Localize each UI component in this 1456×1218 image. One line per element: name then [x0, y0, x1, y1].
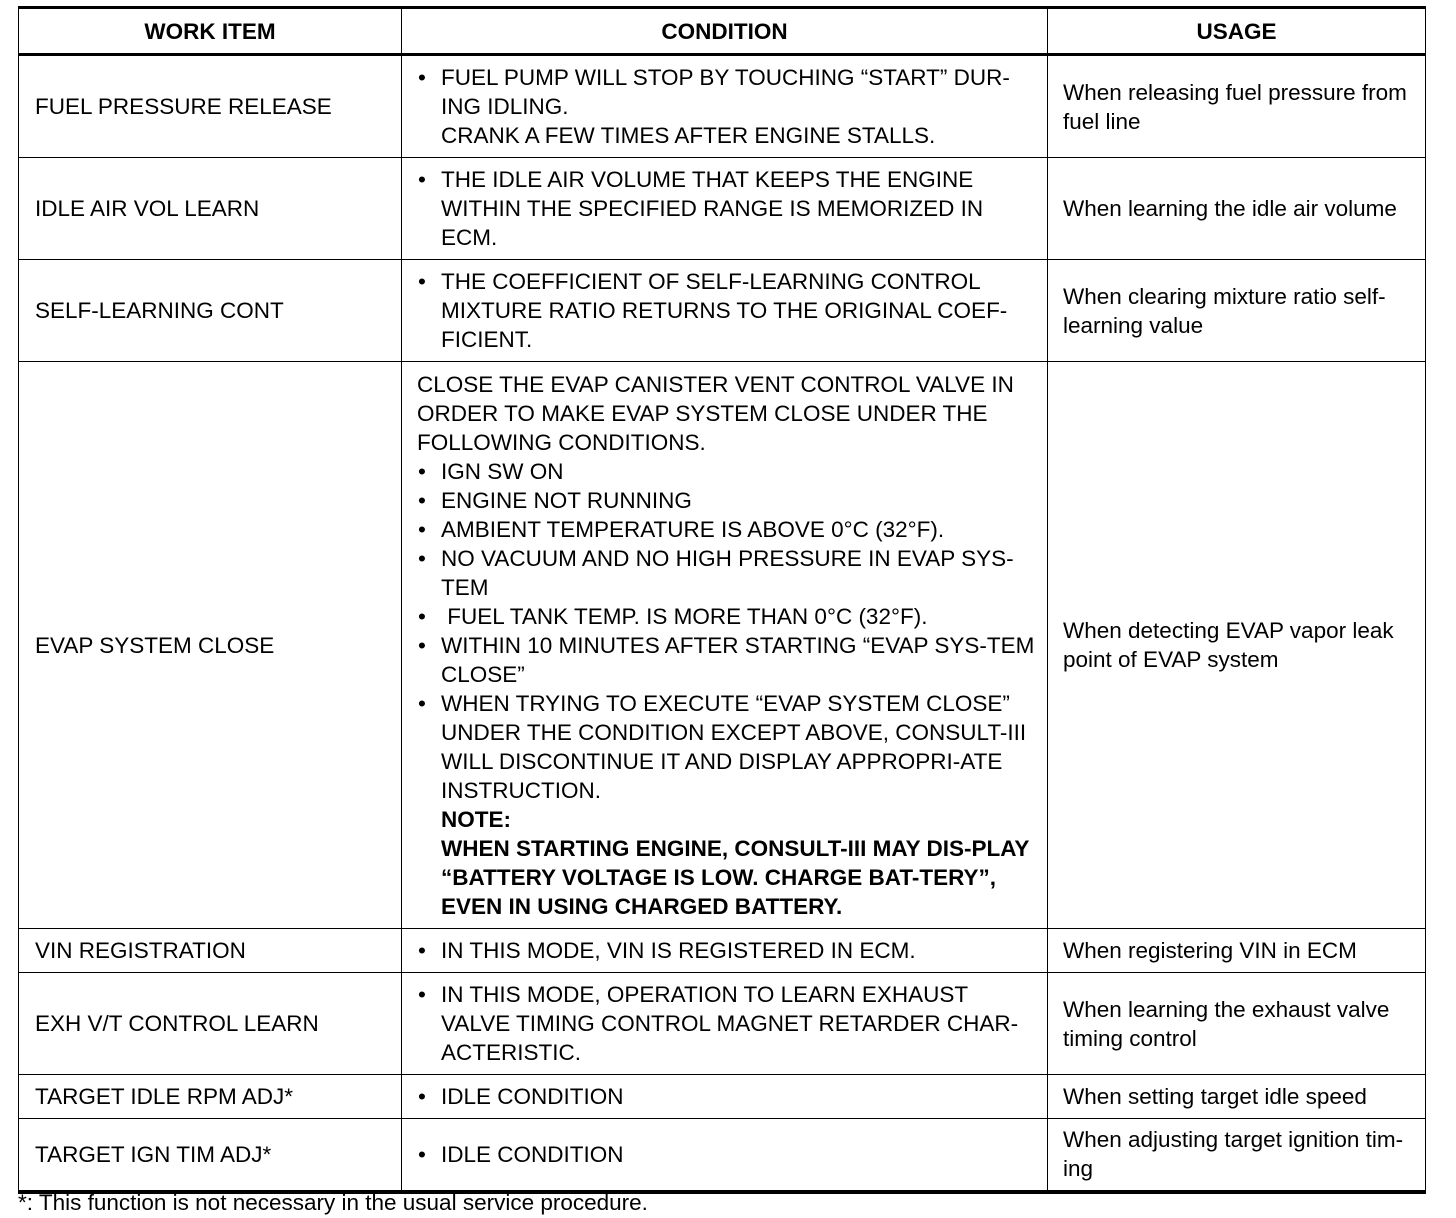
- condition-bullet: • IGN SW ON: [417, 457, 1037, 486]
- condition-bullet: • THE COEFFICIENT OF SELF-LEARNING CONTROL MIXTURE RATIO RETURNS TO THE ORIGINAL COEF-FICIENT.: [417, 267, 1037, 354]
- work-item-cell: SELF-LEARNING CONT: [19, 260, 402, 362]
- condition-cell: [402, 929, 1048, 973]
- condition-cell: [402, 1119, 1048, 1192]
- footnote: *: This function is not necessary in the usual service procedure.: [18, 1190, 648, 1215]
- usage-cell: When learning the exhaust valve timing control: [1048, 973, 1426, 1075]
- condition-bullet: • FUEL PUMP WILL STOP BY TOUCHING “START” DUR-ING IDLING.: [417, 63, 1037, 121]
- header-work-item: WORK ITEM: [19, 8, 402, 55]
- condition-cell: [402, 260, 1048, 362]
- condition-cell: [402, 1075, 1048, 1119]
- work-item-cell: FUEL PRESSURE RELEASE: [19, 55, 402, 158]
- condition-bullet: • IN THIS MODE, VIN IS REGISTERED IN ECM.: [417, 936, 1037, 965]
- work-item-cell: EVAP SYSTEM CLOSE: [19, 362, 402, 929]
- table-row: [19, 55, 1426, 158]
- table-row: [19, 158, 1426, 260]
- condition-cell: [402, 973, 1048, 1075]
- condition-bullet: • ENGINE NOT RUNNING: [417, 486, 1037, 515]
- condition-bullet: • NO VACUUM AND NO HIGH PRESSURE IN EVAP SYS-TEM: [417, 544, 1037, 602]
- work-item-table: [18, 6, 1426, 1194]
- condition-cell: [402, 158, 1048, 260]
- condition-cell: [402, 362, 1048, 929]
- header-usage: USAGE: [1048, 8, 1426, 55]
- work-item-cell: EXH V/T CONTROL LEARN: [19, 973, 402, 1075]
- note-text: WHEN STARTING ENGINE, CONSULT-III MAY DIS-PLAY “BATTERY VOLTAGE IS LOW. CHARGE BAT-TERY”, EVEN IN USING CHARGED BATTERY.: [441, 835, 1029, 919]
- usage-cell: When adjusting target ignition tim-ing: [1048, 1119, 1426, 1192]
- usage-cell: When releasing fuel pressure from fuel line: [1048, 55, 1426, 158]
- usage-cell: When learning the idle air volume: [1048, 158, 1426, 260]
- usage-cell: When detecting EVAP vapor leak point of EVAP system: [1048, 362, 1426, 929]
- work-item-cell: VIN REGISTRATION: [19, 929, 402, 973]
- table-row: [19, 260, 1426, 362]
- condition-extra: CRANK A FEW TIMES AFTER ENGINE STALLS.: [441, 123, 936, 148]
- condition-cell: [402, 55, 1048, 158]
- table-row: [19, 1075, 1426, 1119]
- table-row: [19, 973, 1426, 1075]
- condition-intro: CLOSE THE EVAP CANISTER VENT CONTROL VALVE IN ORDER TO MAKE EVAP SYSTEM CLOSE UNDER THE FOLLOWING CONDITIONS.: [417, 371, 1014, 455]
- header-condition: CONDITION: [402, 8, 1048, 55]
- work-item-cell: IDLE AIR VOL LEARN: [19, 158, 402, 260]
- usage-cell: When setting target idle speed: [1048, 1075, 1426, 1119]
- work-item-cell: TARGET IGN TIM ADJ*: [19, 1119, 402, 1192]
- usage-cell: When clearing mixture ratio self-learning value: [1048, 260, 1426, 362]
- table-row: [19, 362, 1426, 929]
- condition-bullet: • AMBIENT TEMPERATURE IS ABOVE 0°C (32°F).: [417, 515, 1037, 544]
- condition-bullet: • IDLE CONDITION: [417, 1082, 1037, 1111]
- condition-bullet: • FUEL TANK TEMP. IS MORE THAN 0°C (32°F).: [417, 602, 1037, 631]
- table-row: [19, 929, 1426, 973]
- condition-bullet: • IN THIS MODE, OPERATION TO LEARN EXHAUST VALVE TIMING CONTROL MAGNET RETARDER CHAR-ACTERISTIC.: [417, 980, 1037, 1067]
- table-row: [19, 1119, 1426, 1192]
- note-label: NOTE:: [441, 806, 511, 832]
- header-row: [19, 8, 1426, 55]
- usage-cell: When registering VIN in ECM: [1048, 929, 1426, 973]
- condition-bullet: • WHEN TRYING TO EXECUTE “EVAP SYSTEM CLOSE” UNDER THE CONDITION EXCEPT ABOVE, CONSULT-III WILL DISCONTINUE IT AND DISPLAY APPROPRI-ATE INSTRUCTION.: [417, 689, 1037, 805]
- condition-bullet: • IDLE CONDITION: [417, 1140, 1037, 1169]
- condition-bullet: • THE IDLE AIR VOLUME THAT KEEPS THE ENGINE WITHIN THE SPECIFIED RANGE IS MEMORIZED IN ECM.: [417, 165, 1037, 252]
- work-item-cell: TARGET IDLE RPM ADJ*: [19, 1075, 402, 1119]
- condition-bullet: • WITHIN 10 MINUTES AFTER STARTING “EVAP SYS-TEM CLOSE”: [417, 631, 1037, 689]
